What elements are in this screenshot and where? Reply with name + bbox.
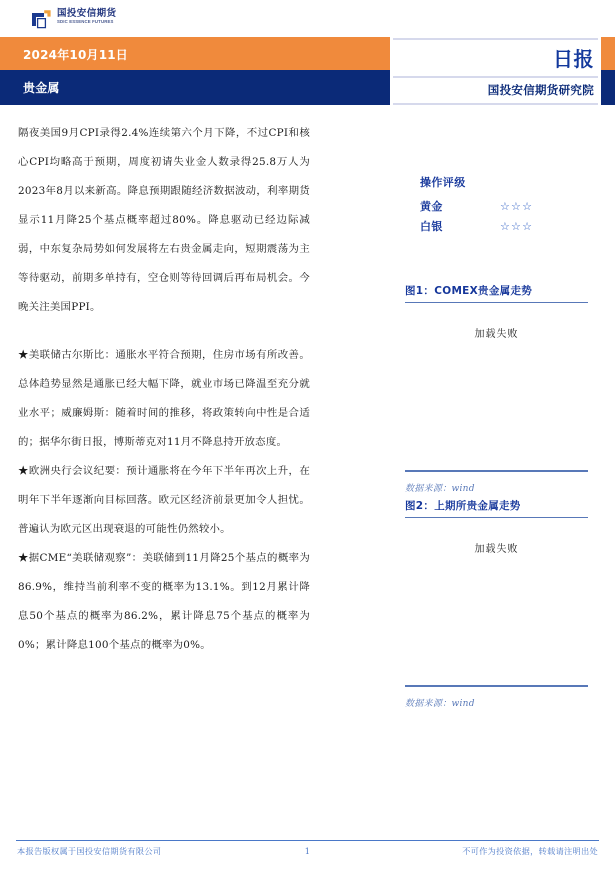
figure-2-load-failed-text: 加载失败 [474, 544, 519, 556]
logo-bar [0, 0, 615, 37]
rating-stars-silver: ☆☆☆ [500, 219, 534, 233]
rating-stars-gold: ☆☆☆ [500, 199, 534, 213]
logo-name-cn: 国投安信期货 [57, 8, 117, 19]
rating-label-silver: 白银 [420, 220, 443, 233]
header-right-panel [393, 37, 598, 105]
page-footer [0, 836, 615, 870]
institute-name: 国投安信期货研究院 [487, 83, 594, 97]
sdic-logo-icon [31, 9, 52, 30]
header-rule-top [393, 38, 598, 40]
figure-2-source: 数据来源：wind [405, 698, 475, 709]
operation-rating-block [393, 174, 598, 239]
figure-1-source: 数据来源：wind [405, 483, 475, 494]
figure-1-load-failed-text: 加载失败 [474, 329, 519, 341]
figure-comex-precious-metals [393, 283, 598, 494]
footer-copyright: 本报告版权属于国投安信期货有限公司 [17, 846, 162, 856]
footer-disclaimer: 不可作为投资依据，转载请注明出处 [462, 846, 598, 856]
figure-1-caption: 图1：COMEX贵金属走势 [405, 285, 533, 297]
paragraph-fed-remarks: ★美联储古尔斯比：通胀水平符合预期，住房市场有所改善。总体趋势显然是通胀已经大幅下降，就业市场已降温至充分就业水平；威廉姆斯：随着时间的推移，将政策转向中性是合适的；据华尔街日报，博斯蒂克对11月不降息持开放态度。 [18, 349, 310, 448]
header-rule-middle [393, 76, 598, 78]
figure-2-caption: 图2：上期所贵金属走势 [405, 500, 521, 512]
figure-shfe-precious-metals [393, 498, 598, 709]
report-sector-title: 贵金属 [23, 81, 60, 95]
rating-row-silver [420, 219, 598, 233]
report-date: 2024年10月11日 [23, 48, 128, 62]
rating-label-gold: 黄金 [420, 200, 443, 213]
logo-name-en: SDIC ESSENCE FUTURES [57, 19, 114, 24]
figure-2-rule-bottom [405, 685, 588, 686]
paragraph-cme-fedwatch: ★据CME“美联储观察”：美联储到11月降25个基点的概率为86.9%，维持当前利率不变的概率为13.1%。到12月累计降息50个基点的概率为86.2%，累计降息75个基点的概率为0%；累计降息100个基点的概率为0%。 [18, 552, 310, 651]
paragraph-summary: 隔夜美国9月CPI录得2.4%连续第六个月下降，不过CPI和核心CPI均略高于预期，周度初请失业金人数录得25.8万人为2023年8月以来新高。降息预期跟随经济数据波动，利率期货显示11月降25个基点概率超过80%。降息驱动已经边际减弱，中东复杂局势如何发展将左右贵金属走向，短期震荡为主等待驱动，前期多单持有，空仓则等待回调后再布局机会。今晚关注美国PPI。 [18, 127, 310, 313]
article-body [18, 119, 310, 660]
operation-rating-title: 操作评级 [420, 176, 466, 189]
header-orange-edge-accent [601, 37, 615, 70]
footer-divider [16, 840, 599, 841]
footer-page-number: 1 [304, 846, 311, 856]
report-type-label: 日报 [553, 47, 594, 71]
report-header [0, 37, 615, 105]
rating-row-gold [420, 199, 598, 213]
header-rule-bottom [393, 103, 598, 105]
header-navy-edge-accent [601, 70, 615, 105]
figure-1-canvas [405, 303, 588, 470]
logo-text [57, 9, 116, 24]
paragraph-ecb-minutes: ★欧洲央行会议纪要：预计通胀将在今年下半年再次上升，在明年下半年逐渐向目标回落。欧元区经济前景更加令人担忧。普遍认为欧元区出现衰退的可能性仍然较小。 [18, 465, 310, 535]
figure-2-canvas [405, 518, 588, 685]
figure-1-rule-bottom [405, 470, 588, 471]
